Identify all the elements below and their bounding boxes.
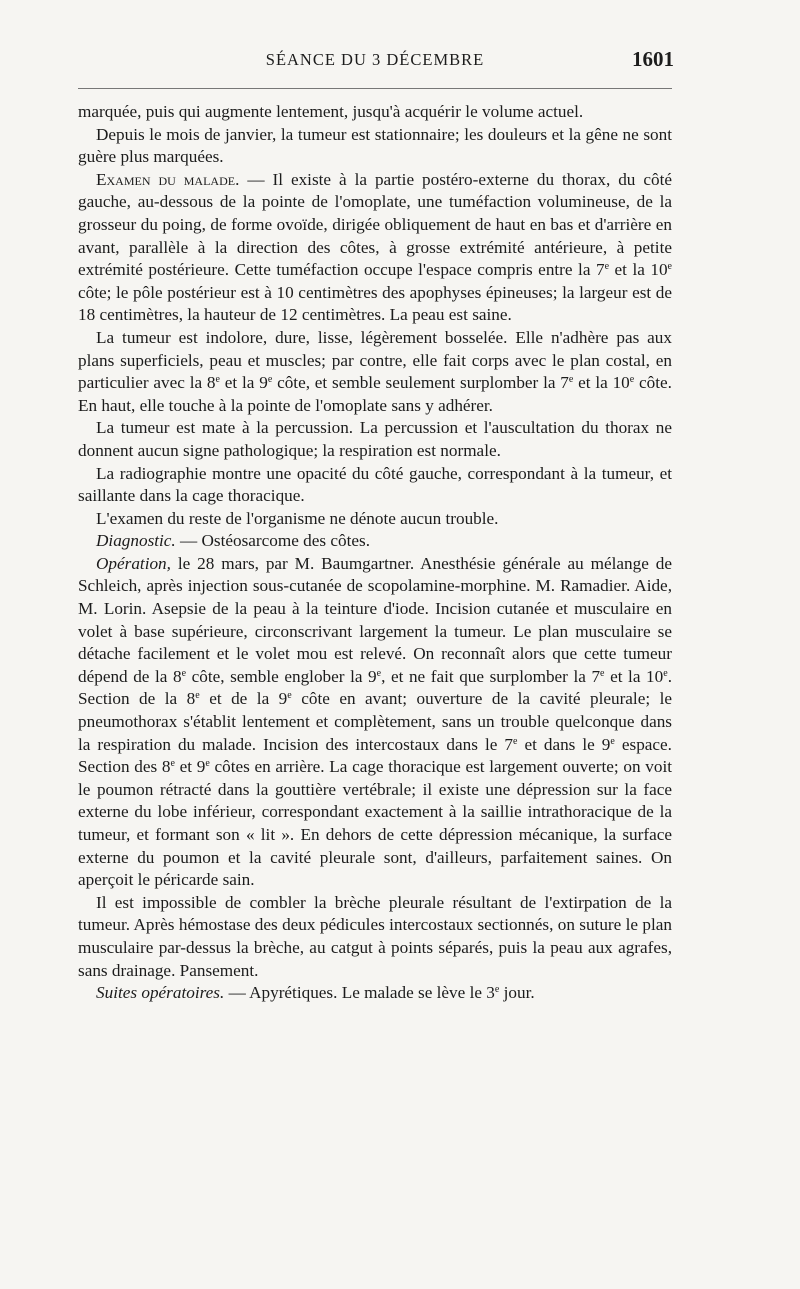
paragraph-operation: Opération, le 28 mars, par M. Baumgartner. Anesthésie générale au mélange de Schleich, après injection sous-cutanée de scopolamine-morphine. M. Ramadier. Aide, M. Lorin. Asepsie de la peau à la teinture d'iode. Incision cutanée et musculaire en volet à base supérieure, circonscrivant largement la tumeur. Le plan musculaire se détache facilement et le volet mou est relevé. On reconnaît alors que cette tumeur dépend de la 8e côte, semble englober la 9e, et ne fait que surplomber la 7e et la 10e. Section de la 8e et de la 9e côte en avant; ouverture de la cavité pleurale; le pneumothorax s'établit lentement et complètement, sans un trouble quelconque dans la respiration du malade. Incision des intercostaux dans le 7e et dans le 9e espace. Section des 8e et 9e côtes en arrière. La cage thoracique est largement ouverte; on voit le poumon rétracté dans la gouttière vertébrale; il existe une dépression sur la face externe du lobe inférieur, correspondant exactement à la saillie intrathoracique de la tumeur, et formant son « lit ». En dehors de cette dépression mécanique, la surface externe du poumon et la cavité pleurale sont, d'ailleurs, parfaitement saines. On aperçoit le péricarde sain. [78, 553, 673, 890]
paragraph: La radiographie montre une opacité du côté gauche, correspondant à la tumeur, et saillante dans la cage thoracique. [78, 463, 672, 506]
paragraph: marquée, puis qui augmente lentement, jusqu'à acquérir le volume actuel. [78, 102, 584, 121]
body-text [78, 101, 672, 1005]
paragraph: La tumeur est indolore, dure, lisse, légèrement bosselée. Elle n'adhère pas aux plans superficiels, peau et muscles; par contre, elle fait corps avec le plan costal, en particulier avec la 8e et la 9e côte, et semble seulement surplomber la 7e et la 10e côte. En haut, elle touche à la pointe de l'omoplate sans y adhérer. [78, 327, 672, 415]
paragraph: Depuis le mois de janvier, la tumeur est stationnaire; les douleurs et la gêne ne sont guère plus marquées. [78, 124, 672, 167]
section-heading: Diagnostic. [96, 531, 176, 551]
header-rule [78, 88, 672, 89]
section-heading: Opération, [96, 553, 171, 573]
page-number: 1601 [632, 47, 674, 71]
section-heading: Examen du malade. [96, 169, 240, 189]
running-head [78, 47, 674, 80]
paragraph: Il est impossible de combler la brèche pleurale résultant de l'extirpation de la tumeur. Après hémostase des deux pédicules intercostaux sectionnés, on suture le plan musculaire par-dessus la brèche, au catgut à points séparés, puis la peau aux agrafes, sans drainage. Pansement. [78, 892, 672, 980]
paragraph-diagnostic: Diagnostic. — Ostéosarcome des côtes. [96, 531, 370, 551]
paragraph-examen: Examen du malade. — Il existe à la partie postéro-externe du thorax, du côté gauche, au-dessous de la pointe de l'omoplate, une tuméfaction volumineuse, de la grosseur du poing, de forme ovoïde, dirigée obliquement de haut en bas et d'arrière en avant, parallèle à la direction des côtes, à grosse extrémité antérieure, à petite extrémité postérieure. Cette tuméfaction occupe l'espace compris entre la 7e et la 10e côte; le pôle postérieur est à 10 centimètres des apophyses épineuses; la largeur est de 18 centimètres, la hauteur de 12 centimètres. La peau est saine. [78, 169, 672, 325]
running-head-title: SÉANCE DU 3 DÉCEMBRE [265, 50, 485, 69]
paragraph: La tumeur est mate à la percussion. La percussion et l'auscultation du thorax ne donnent aucun signe pathologique; la respiration est normale. [78, 418, 672, 460]
paragraph-suites: Suites opératoires. — Apyrétiques. Le malade se lève le 3e jour. [96, 983, 535, 1003]
paragraph: L'examen du reste de l'organisme ne dénote aucun trouble. [96, 508, 499, 528]
section-heading: Suites opératoires. [96, 983, 225, 1003]
